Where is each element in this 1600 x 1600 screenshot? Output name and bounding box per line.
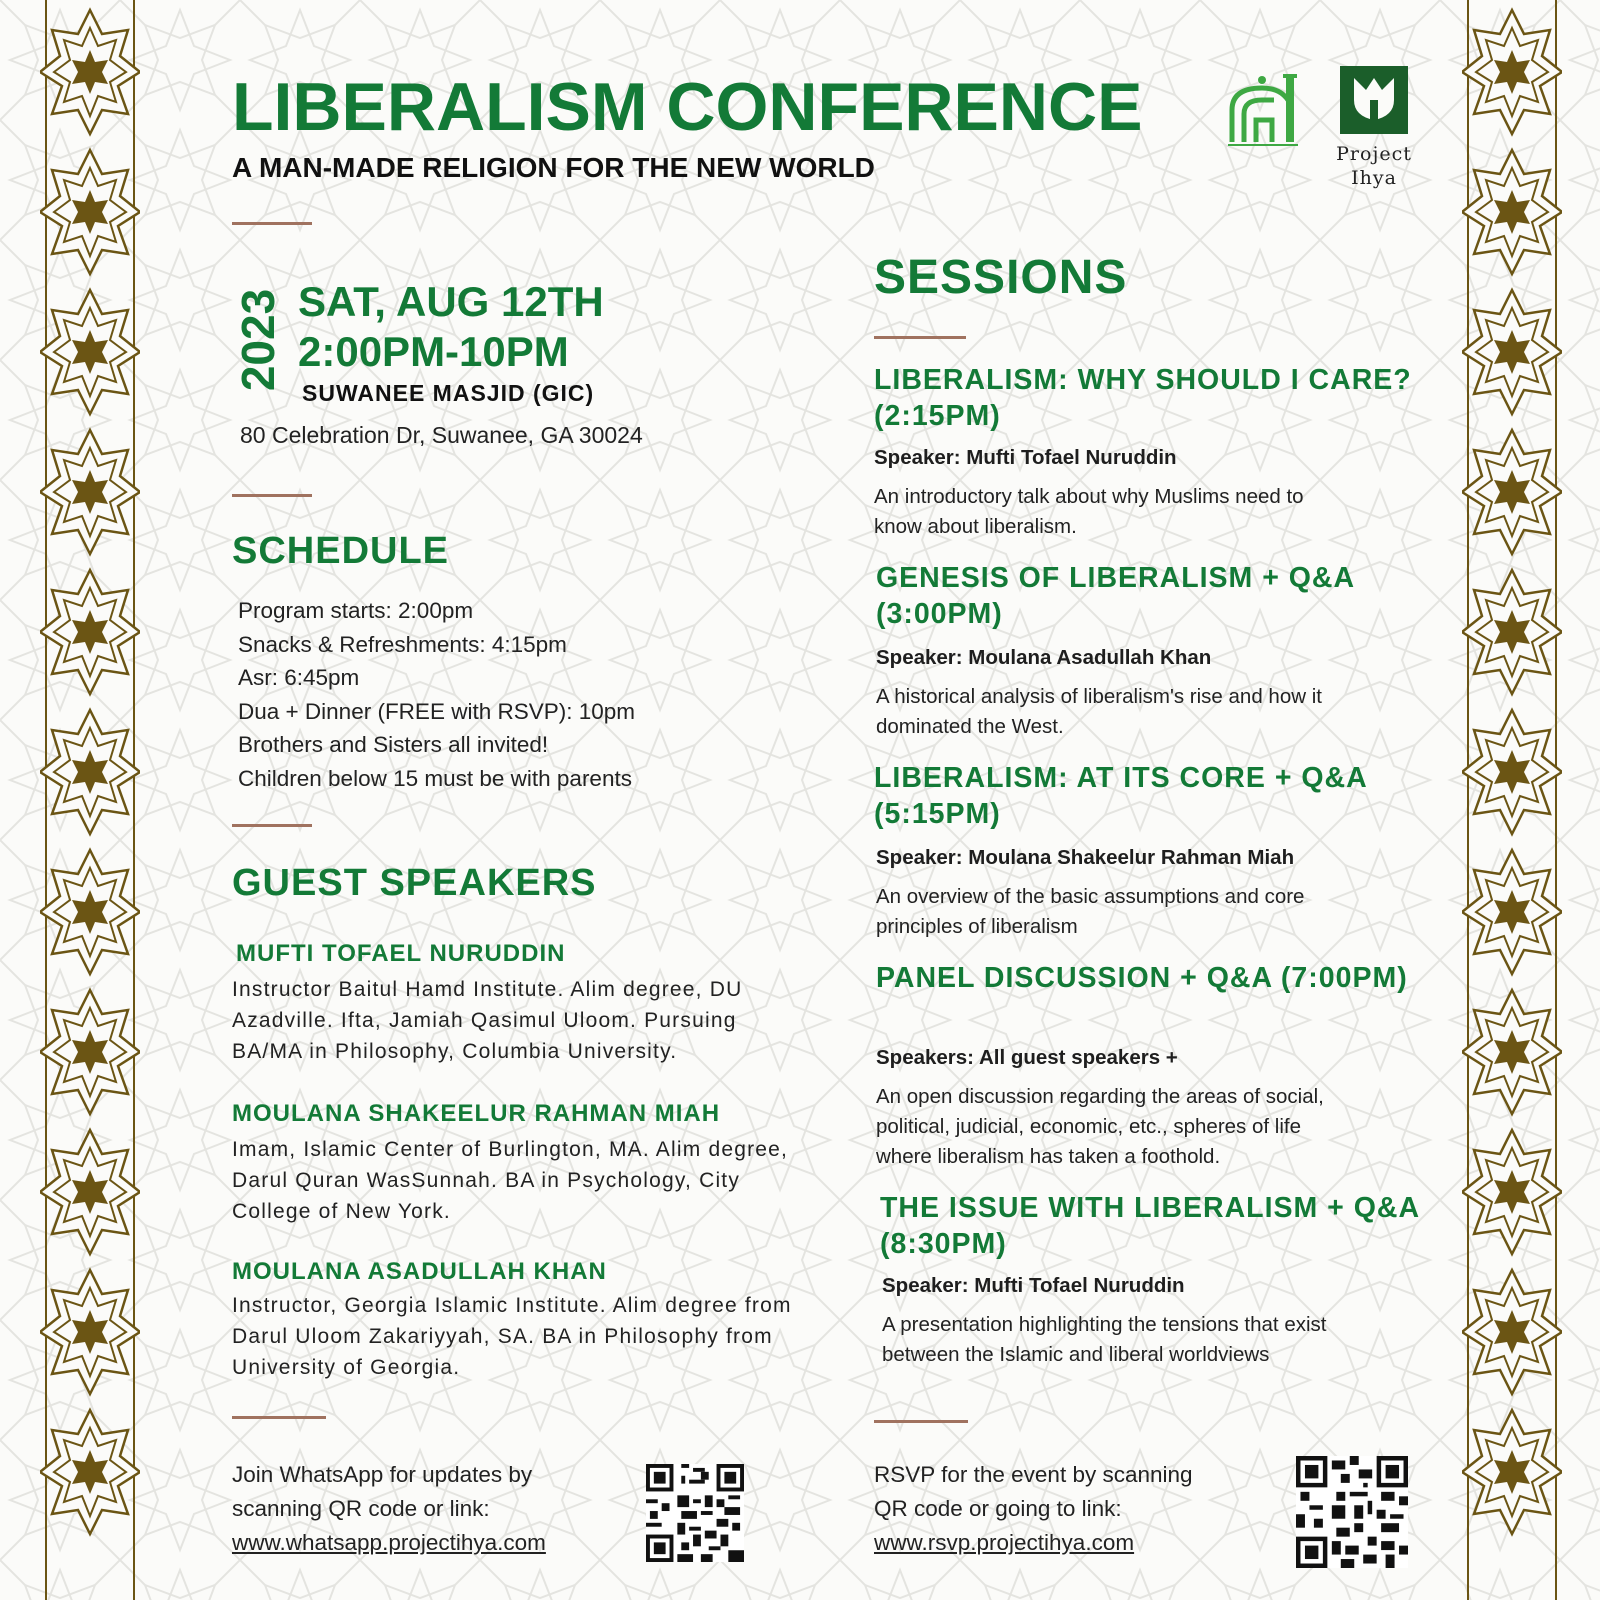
rsvp-qr-code-icon [1296,1456,1408,1568]
project-ihya-logo-icon [1340,66,1408,134]
session-description: A presentation highlighting the tensions that exist between the Islamic and liberal worldviews [882,1313,1327,1366]
session-description: An introductory talk about why Muslims need to know about liberalism. [874,485,1304,538]
session-title: PANEL DISCUSSION + Q&A (7:00PM) [876,962,1408,994]
whatsapp-qr-code-icon [646,1464,744,1562]
event-date: SAT, AUG 12TH [298,278,604,325]
gic-logo-icon [1222,70,1302,150]
speaker-name: MOULANA ASADULLAH KHAN [232,1258,607,1285]
session-speaker: Speaker: Moulana Shakeelur Rahman Miah [876,846,1295,869]
whatsapp-link[interactable]: www.whatsapp.projectihya.com [232,1530,546,1555]
left-ornament-border [40,0,140,1600]
divider [874,336,966,339]
divider [232,494,312,497]
schedule-list [238,594,635,795]
session-speaker: Speakers: All guest speakers + [876,1046,1178,1069]
speaker-bio: Instructor, Georgia Islamic Institute. Alim degree from Darul Uloom Zakariyyah, SA. BA in Philosophy from University of Georgia. [232,1294,792,1379]
event-year: 2023 [232,288,284,392]
speaker-name: MUFTI TOFAEL NURUDDIN [236,940,566,967]
whatsapp-info: Join WhatsApp for updates by scanning QR code or link: www.whatsapp.projectihya.com [232,1458,546,1560]
project-ihya-label: Project Ihya [1336,143,1412,189]
session-speaker: Speaker: Mufti Tofael Nuruddin [882,1274,1185,1297]
rsvp-info: RSVP for the event by scanning QR code or going to link: www.rsvp.projectihya.com [874,1458,1193,1560]
event-time: 2:00PM-10PM [298,328,569,375]
session-description: An open discussion regarding the areas of social, political, judicial, economic, etc., spheres of life where liberalism has taken a foothold. [876,1085,1324,1168]
sessions-heading: SESSIONS [874,251,1128,304]
schedule-heading: SCHEDULE [232,530,450,572]
session-speaker: Speaker: Moulana Asadullah Khan [876,646,1212,669]
schedule-item: Snacks & Refreshments: 4:15pm [238,631,567,657]
divider [232,824,312,827]
divider [232,222,312,225]
speakers-heading: GUEST SPEAKERS [232,862,597,904]
speaker-name: MOULANA SHAKEELUR RAHMAN MIAH [232,1100,721,1127]
speaker-bio: Imam, Islamic Center of Burlington, MA. Alim degree, Darul Quran WasSunnah. BA in Psychology, City College of New York. [232,1138,789,1223]
schedule-item: Program starts: 2:00pm [238,598,474,623]
session-description: A historical analysis of liberalism's rise and how it dominated the West. [876,685,1322,738]
event-venue: SUWANEE MASJID (GIC) [302,380,595,406]
divider [232,1416,326,1419]
session-description: An overview of the basic assumptions and core principles of liberalism [876,885,1305,938]
session-speaker: Speaker: Mufti Tofael Nuruddin [874,446,1177,469]
schedule-item: Asr: 6:45pm [238,665,360,690]
speaker-bio: Instructor Baitul Hamd Institute. Alim degree, DU Azadville. Ifta, Jamiah Qasimul Uloom. Pursuing BA/MA in Philosophy, Columbia University. [232,978,743,1063]
divider [874,1420,968,1423]
rsvp-link[interactable]: www.rsvp.projectihya.com [874,1530,1135,1555]
session-title: THE ISSUE WITH LIBERALISM + Q&A (8:30PM) [880,1192,1420,1260]
session-title: LIBERALISM: AT ITS CORE + Q&A (5:15PM) [874,762,1367,830]
event-address: 80 Celebration Dr, Suwanee, GA 30024 [240,422,643,448]
session-title: GENESIS OF LIBERALISM + Q&A (3:00PM) [876,562,1355,630]
session-title: LIBERALISM: WHY SHOULD I CARE? (2:15PM) [874,364,1412,432]
right-ornament-border [1462,0,1562,1600]
schedule-item: Brothers and Sisters all invited! [238,732,549,757]
conference-subtitle: A MAN-MADE RELIGION FOR THE NEW WORLD [232,152,875,183]
schedule-item: Children below 15 must be with parents [238,765,632,791]
schedule-item: Dua + Dinner (FREE with RSVP): 10pm [238,698,636,724]
conference-title: LIBERALISM CONFERENCE [232,69,1143,145]
